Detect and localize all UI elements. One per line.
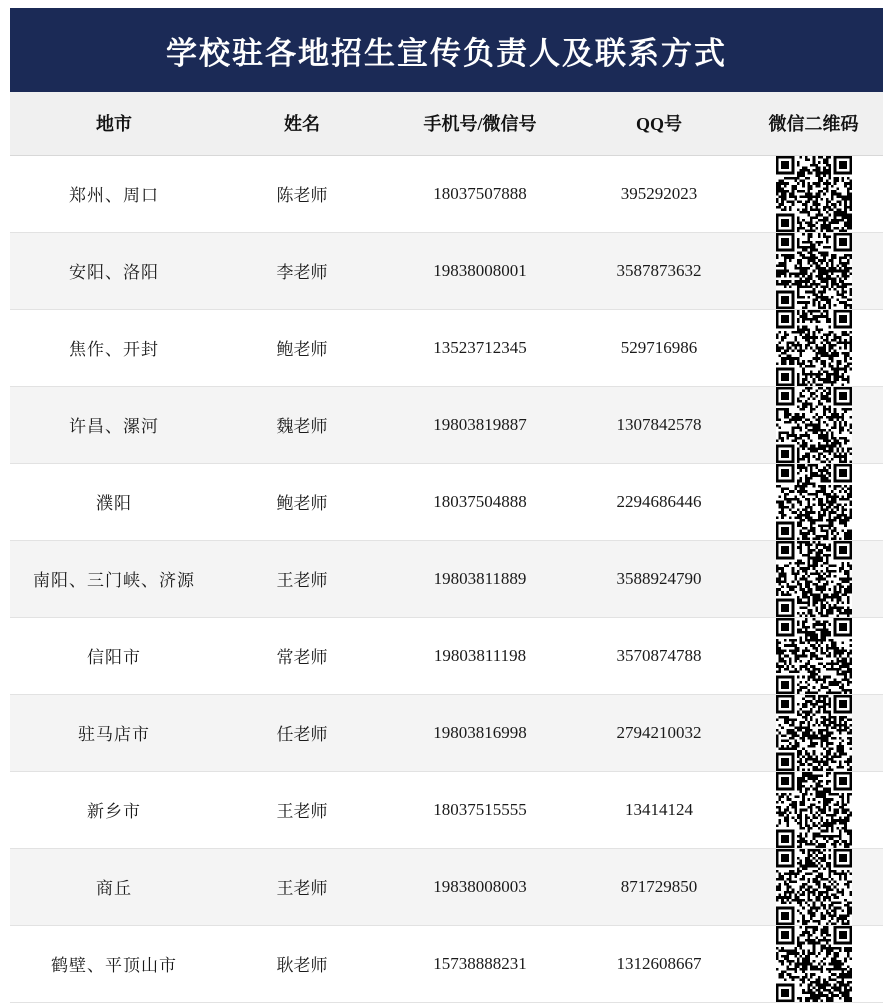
cell-qq: 3570874788: [574, 617, 744, 694]
cell-phone: 18037515555: [386, 771, 574, 848]
page-title: 学校驻各地招生宣传负责人及联系方式: [166, 35, 727, 71]
wechat-qr-code-icon: [776, 772, 852, 848]
cell-qrcode: [744, 309, 883, 386]
table-row: [10, 771, 883, 848]
cell-qrcode: [744, 155, 883, 232]
page-title-bar: [10, 8, 883, 92]
column-header-city: 地市: [10, 92, 218, 155]
cell-qrcode: [744, 771, 883, 848]
table-row: [10, 617, 883, 694]
cell-qq: 395292023: [574, 155, 744, 232]
cell-phone: 15738888231: [386, 925, 574, 1002]
table-row: [10, 232, 883, 309]
qr-code-wrap: [744, 849, 883, 925]
cell-qrcode: [744, 232, 883, 309]
cell-city: 新乡市: [10, 771, 218, 848]
cell-qrcode: [744, 925, 883, 1002]
wechat-qr-code-icon: [776, 387, 852, 463]
cell-city: 鹤壁、平顶山市: [10, 925, 218, 1002]
column-header-name: 姓名: [218, 92, 386, 155]
cell-city: 南阳、三门峡、济源: [10, 540, 218, 617]
cell-name: 常老师: [218, 617, 386, 694]
qr-code-wrap: [744, 541, 883, 617]
cell-qq: 2294686446: [574, 463, 744, 540]
cell-name: 王老师: [218, 848, 386, 925]
cell-name: 王老师: [218, 540, 386, 617]
table-row: [10, 848, 883, 925]
table-row: [10, 463, 883, 540]
column-header-phone: 手机号/微信号: [386, 92, 574, 155]
cell-city: 郑州、周口: [10, 155, 218, 232]
table-body: [10, 155, 883, 1002]
table-row: [10, 694, 883, 771]
cell-qq: 13414124: [574, 771, 744, 848]
wechat-qr-code-icon: [776, 618, 852, 694]
qr-code-wrap: [744, 310, 883, 386]
cell-qq: 3587873632: [574, 232, 744, 309]
cell-city: 商丘: [10, 848, 218, 925]
qr-code-wrap: [744, 695, 883, 771]
table-header: [10, 92, 883, 155]
table-row: [10, 155, 883, 232]
cell-name: 李老师: [218, 232, 386, 309]
cell-phone: 19803811889: [386, 540, 574, 617]
table-row: [10, 386, 883, 463]
qr-code-wrap: [744, 387, 883, 463]
wechat-qr-code-icon: [776, 926, 852, 1002]
cell-qq: 1307842578: [574, 386, 744, 463]
table-header-row: [10, 92, 883, 155]
wechat-qr-code-icon: [776, 541, 852, 617]
column-header-qq: QQ号: [574, 92, 744, 155]
cell-phone: 19838008003: [386, 848, 574, 925]
cell-qq: 3588924790: [574, 540, 744, 617]
cell-city: 信阳市: [10, 617, 218, 694]
wechat-qr-code-icon: [776, 695, 852, 771]
qr-code-wrap: [744, 772, 883, 848]
qr-code-wrap: [744, 233, 883, 309]
table-row: [10, 309, 883, 386]
qr-code-wrap: [744, 618, 883, 694]
wechat-qr-code-icon: [776, 310, 852, 386]
table-row: [10, 925, 883, 1002]
cell-name: 陈老师: [218, 155, 386, 232]
cell-qq: 2794210032: [574, 694, 744, 771]
cell-phone: 19803811198: [386, 617, 574, 694]
cell-qrcode: [744, 463, 883, 540]
cell-city: 安阳、洛阳: [10, 232, 218, 309]
cell-phone: 18037507888: [386, 155, 574, 232]
qr-code-wrap: [744, 156, 883, 232]
cell-name: 耿老师: [218, 925, 386, 1002]
cell-qrcode: [744, 848, 883, 925]
cell-qrcode: [744, 694, 883, 771]
column-header-qrcode: 微信二维码: [744, 92, 883, 155]
cell-name: 鲍老师: [218, 463, 386, 540]
cell-qrcode: [744, 540, 883, 617]
cell-phone: 18037504888: [386, 463, 574, 540]
wechat-qr-code-icon: [776, 156, 852, 232]
cell-city: 驻马店市: [10, 694, 218, 771]
cell-phone: 19838008001: [386, 232, 574, 309]
cell-name: 王老师: [218, 771, 386, 848]
cell-qrcode: [744, 617, 883, 694]
wechat-qr-code-icon: [776, 849, 852, 925]
qr-code-wrap: [744, 926, 883, 1002]
cell-phone: 19803816998: [386, 694, 574, 771]
cell-phone: 19803819887: [386, 386, 574, 463]
contacts-table: [10, 92, 883, 1003]
table-row: [10, 540, 883, 617]
cell-phone: 13523712345: [386, 309, 574, 386]
cell-qq: 1312608667: [574, 925, 744, 1002]
cell-city: 濮阳: [10, 463, 218, 540]
cell-name: 任老师: [218, 694, 386, 771]
cell-qq: 529716986: [574, 309, 744, 386]
cell-name: 魏老师: [218, 386, 386, 463]
cell-city: 焦作、开封: [10, 309, 218, 386]
cell-name: 鲍老师: [218, 309, 386, 386]
cell-qq: 871729850: [574, 848, 744, 925]
qr-code-wrap: [744, 464, 883, 540]
cell-qrcode: [744, 386, 883, 463]
wechat-qr-code-icon: [776, 233, 852, 309]
cell-city: 许昌、漯河: [10, 386, 218, 463]
wechat-qr-code-icon: [776, 464, 852, 540]
